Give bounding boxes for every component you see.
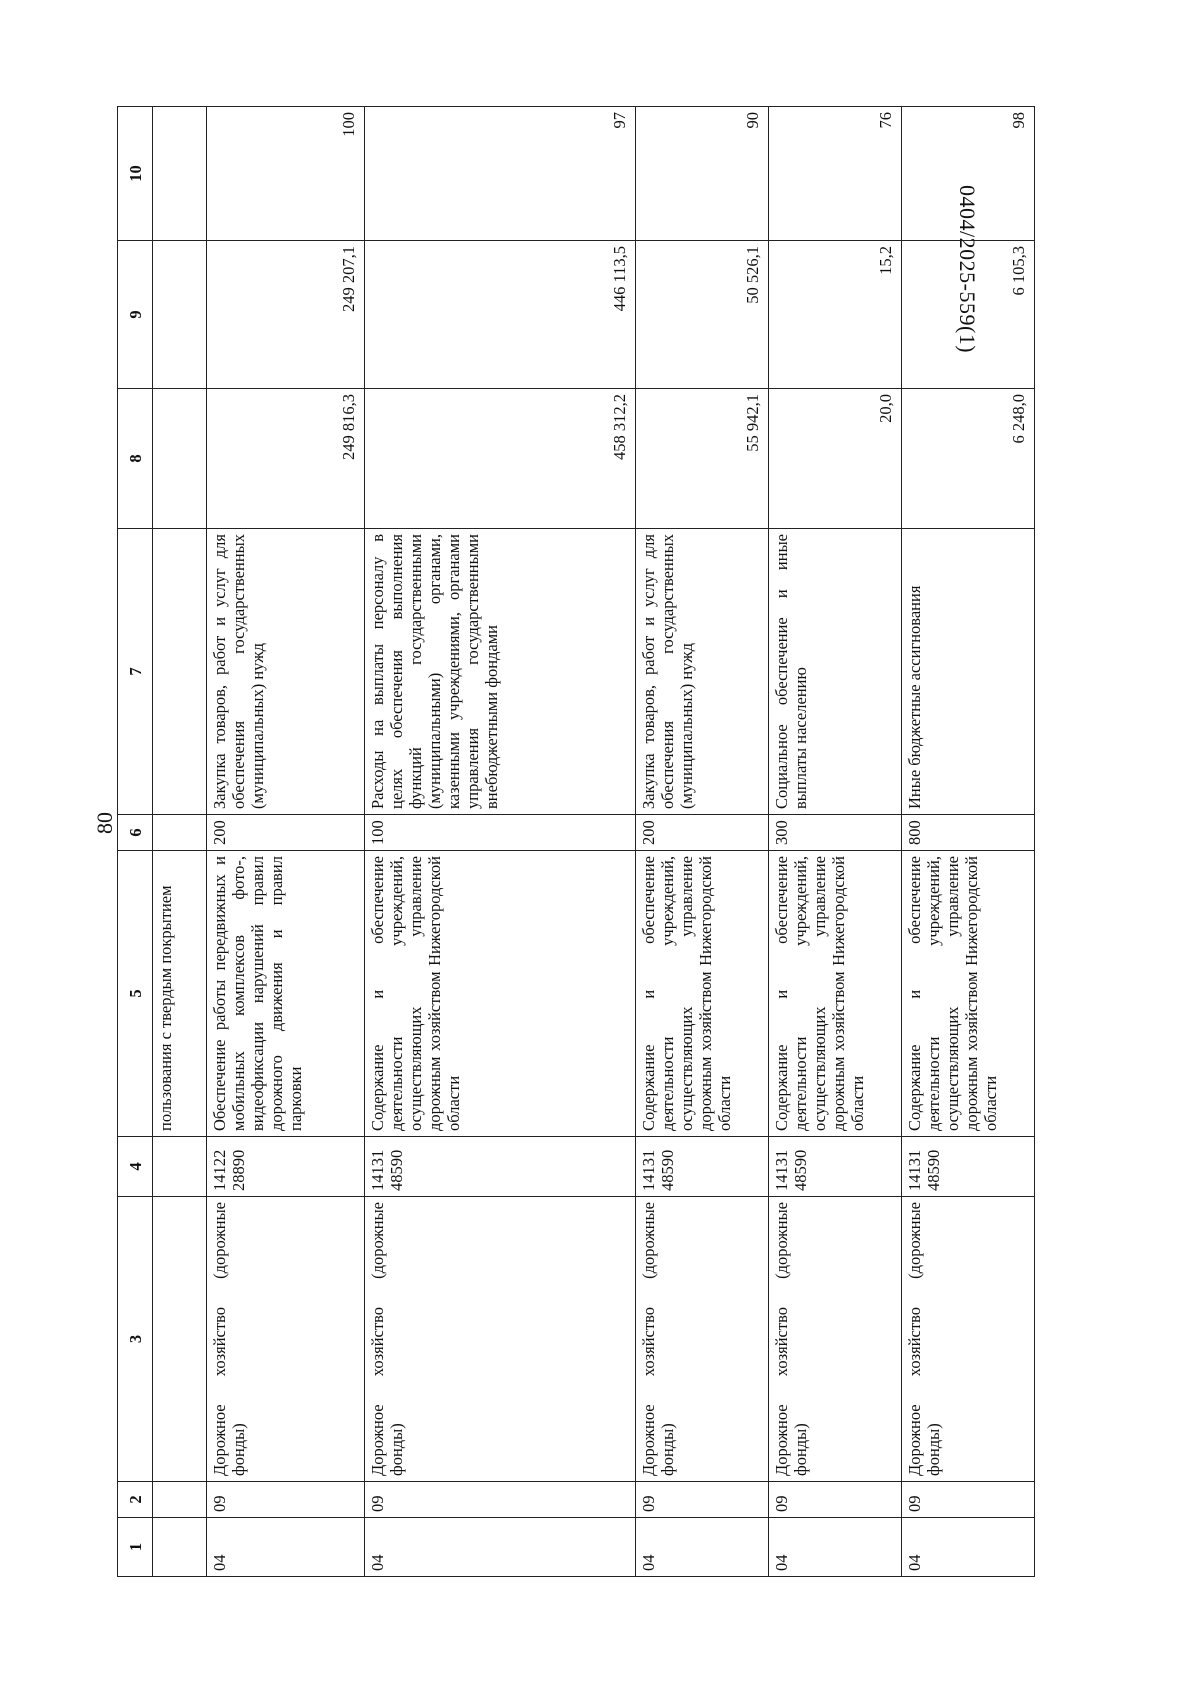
header-cell: 7 [118,529,153,815]
table-cell [153,529,207,815]
table-cell: пользования с твердым покрытием [153,851,207,1137]
table-cell: Содержание и обеспечение деятельности учреждений, осуществляющих управление дорожным хозяйством Нижегородской области [636,851,769,1137]
table-row-continuation [153,107,207,1577]
table-cell: Социальное обеспечение и иные выплаты населению [768,529,901,815]
header-cell: 8 [118,389,153,529]
table-cell [153,1197,207,1482]
table-cell: 76 [768,107,901,241]
table-row [364,107,635,1577]
table-cell: Дорожное хозяйство (дорожные фонды) [636,1197,769,1482]
header-cell: 1 [118,1518,153,1577]
header-cell: 10 [118,107,153,241]
table-cell: 98 [901,107,1034,241]
table-cell [153,241,207,389]
table-cell: Содержание и обеспечение деятельности учреждений, осуществляющих управление дорожным хозяйством Нижегородской области [768,851,901,1137]
table-cell: 04 [636,1518,769,1577]
table-cell: 6 105,3 [901,241,1034,389]
table-cell: 1413148590 [901,1137,1034,1197]
table-cell: Дорожное хозяйство (дорожные фонды) [901,1197,1034,1482]
table-cell: Дорожное хозяйство (дорожные фонды) [768,1197,901,1482]
table-cell [153,815,207,851]
table-cell [153,107,207,241]
page-number: 80 [92,812,117,834]
table-cell: 55 942,1 [636,389,769,529]
table-cell: 09 [901,1482,1034,1518]
table-cell [153,1518,207,1577]
table-cell: 04 [768,1518,901,1577]
header-cell: 5 [118,851,153,1137]
table-cell: Дорожное хозяйство (дорожные фонды) [207,1197,364,1482]
table-cell: 20,0 [768,389,901,529]
rotated-table-container [117,107,1035,1577]
table-cell: 1412228890 [207,1137,364,1197]
header-cell: 2 [118,1482,153,1518]
table-cell: Закупка товаров, работ и услуг для обеспечения государственных (муниципальных) нужд [636,529,769,815]
table-cell: 1413148590 [364,1137,635,1197]
table-cell: 1413148590 [636,1137,769,1197]
table-cell: 09 [636,1482,769,1518]
table-cell: 09 [364,1482,635,1518]
table-cell: 04 [901,1518,1034,1577]
header-cell: 4 [118,1137,153,1197]
table-cell: Дорожное хозяйство (дорожные фонды) [364,1197,635,1482]
table-cell: 1413148590 [768,1137,901,1197]
table-cell: 50 526,1 [636,241,769,389]
header-row [118,107,153,1577]
table-cell: Иные бюджетные ассигнования [901,529,1034,815]
table-cell: 90 [636,107,769,241]
table-row [768,107,901,1577]
table-cell: 09 [768,1482,901,1518]
header-cell: 9 [118,241,153,389]
budget-table [117,106,1035,1577]
table-cell: 200 [636,815,769,851]
table-row [636,107,769,1577]
table-cell: 446 113,5 [364,241,635,389]
table-row [207,107,364,1577]
document-code: 0404/2025-559(1) [955,185,980,354]
table-cell: Закупка товаров, работ и услуг для обеспечения государственных (муниципальных) нужд [207,529,364,815]
table-cell: 800 [901,815,1034,851]
table-cell: 04 [207,1518,364,1577]
table-cell: 458 312,2 [364,389,635,529]
table-cell [153,389,207,529]
header-cell: 6 [118,815,153,851]
table-cell: Расходы на выплаты персоналу в целях обеспечения выполнения функций государственными (муниципальными) органами, казенными учреждениями, органами управления государственными внебюджетными фондами [364,529,635,815]
table-cell: 100 [207,107,364,241]
table-cell: 249 816,3 [207,389,364,529]
table-cell: 249 207,1 [207,241,364,389]
header-cell: 3 [118,1197,153,1482]
table-cell: 200 [207,815,364,851]
table-cell: 6 248,0 [901,389,1034,529]
table-cell: Содержание и обеспечение деятельности учреждений, осуществляющих управление дорожным хозяйством Нижегородской области [901,851,1034,1137]
table-cell: 09 [207,1482,364,1518]
table-cell: 100 [364,815,635,851]
table-cell: 97 [364,107,635,241]
table-cell: Содержание и обеспечение деятельности учреждений, осуществляющих управление дорожным хозяйством Нижегородской области [364,851,635,1137]
table-row [901,107,1034,1577]
table-cell [153,1482,207,1518]
table-cell [153,1137,207,1197]
table-cell: 04 [364,1518,635,1577]
table-cell: 300 [768,815,901,851]
table-cell: 15,2 [768,241,901,389]
table-cell: Обеспечение работы передвижных и мобильных комплексов фото-, видеофиксации нарушений правил дорожного движения и правил парковки [207,851,364,1137]
